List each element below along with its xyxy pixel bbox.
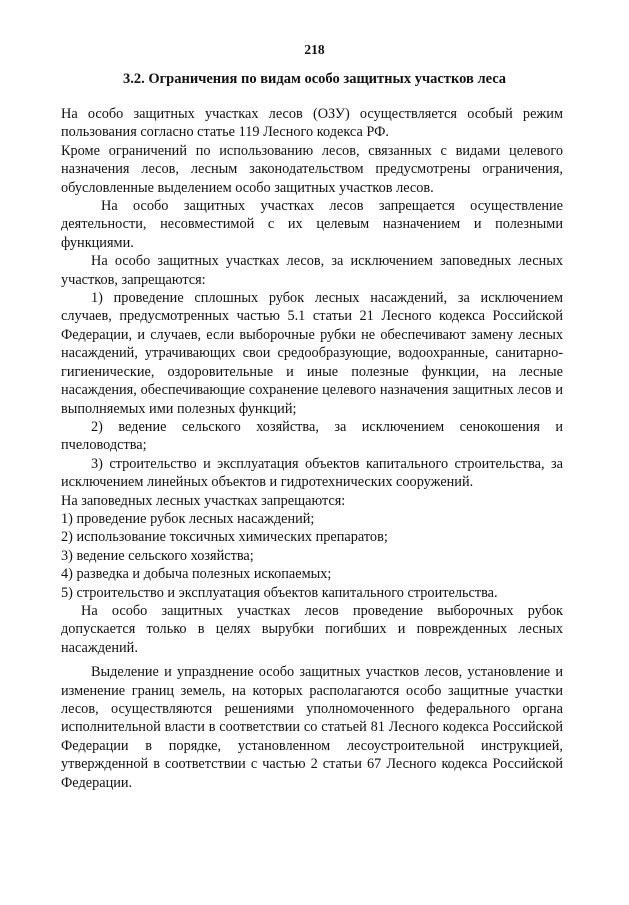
paragraph-text: 1) проведение сплошных рубок лесных насаждений, за исключением случаев, предусмотренных частью 5.1 статьи 21 Лесного кодекса Российской Федерации, и случаев, если выборочные рубки не обеспечивают замену лесных насаждений, утрачивающих свои средообразующие, водоохранные, санитарно-гигиенические, оздоровительные и иные полезные функции, на лесные насаждения, обеспечивающие сохранение целевого назначения защитных лесов и выполняемых ими полезных функций; [61, 290, 563, 417]
list-item [61, 289, 563, 418]
paragraph-text: Кроме ограничений по использованию лесов, связанных с видами целевого назначения лесов, лесным законодательством предусмотрены ограничения, обусловленные выделением особо защитных участков лесов. [61, 142, 563, 196]
paragraph-text: 2) ведение сельского хозяйства, за исключением сенокошения и пчеловодства; [61, 418, 563, 454]
paragraph-text: 4) разведка и добыча полезных ископаемых; [61, 566, 332, 583]
paragraph-text: На особо защитных участках лесов, за исключением заповедных лесных участков, запрещаются: [61, 253, 563, 288]
list-item [61, 510, 563, 528]
list-item [61, 565, 563, 583]
section-title: 3.2. Ограничения по видам особо защитных участков леса [122, 71, 507, 87]
paragraph-text: 5) строительство и эксплуатация объектов капитального строительства. [61, 584, 498, 601]
paragraph-text: На особо защитных участках лесов (ОЗУ) осуществляется особый режим пользования согласно статье 119 Лесного кодекса РФ. [61, 106, 563, 141]
paragraph-text: 3) ведение сельского хозяйства; [61, 547, 254, 564]
paragraph-text: 3) строительство и эксплуатация объектов капитального строительства, за исключением линейных объектов и гидротехнических сооружений. [61, 455, 563, 491]
page-number: 218 [304, 42, 325, 57]
paragraph-text: На заповедных лесных участках запрещаются: [61, 492, 346, 509]
paragraph [61, 252, 563, 289]
paragraph-text: Выделение и упразднение особо защитных участков лесов, установление и изменение границ земель, на которых располагаются особо защитные участки лесов, осуществляются решениями уполномоченного федерального органа исполнительной власти в соответствии со статьей 81 Лесного кодекса Российской Федерации в порядке, установленном лесоустроительной инструкцией, утвержденной в соответствии с частью 2 статьи 67 Лесного кодекса Российской Федерации. [61, 664, 563, 791]
paragraph-text: На особо защитных участках лесов проведение выборочных рубок допускается только в целях вырубки погибших и поврежденных лесных насаждений. [61, 602, 563, 656]
paragraph [61, 142, 563, 197]
list-item [61, 547, 563, 565]
paragraph [61, 663, 563, 792]
paragraph [61, 602, 563, 657]
list-item [61, 584, 563, 602]
paragraph [61, 197, 563, 252]
list-item [61, 455, 563, 492]
document-body [61, 105, 563, 792]
paragraph-text: 1) проведение рубок лесных насаждений; [61, 510, 315, 527]
list-item [61, 418, 563, 455]
paragraph-text: На особо защитных участках лесов запрещается осуществление деятельности, несовместимой с их целевым назначением и полезными функциями. [61, 198, 563, 251]
paragraph [61, 492, 563, 510]
list-item [61, 528, 563, 546]
paragraph-text: 2) использование токсичных химических препаратов; [61, 529, 388, 546]
paragraph [61, 105, 563, 142]
